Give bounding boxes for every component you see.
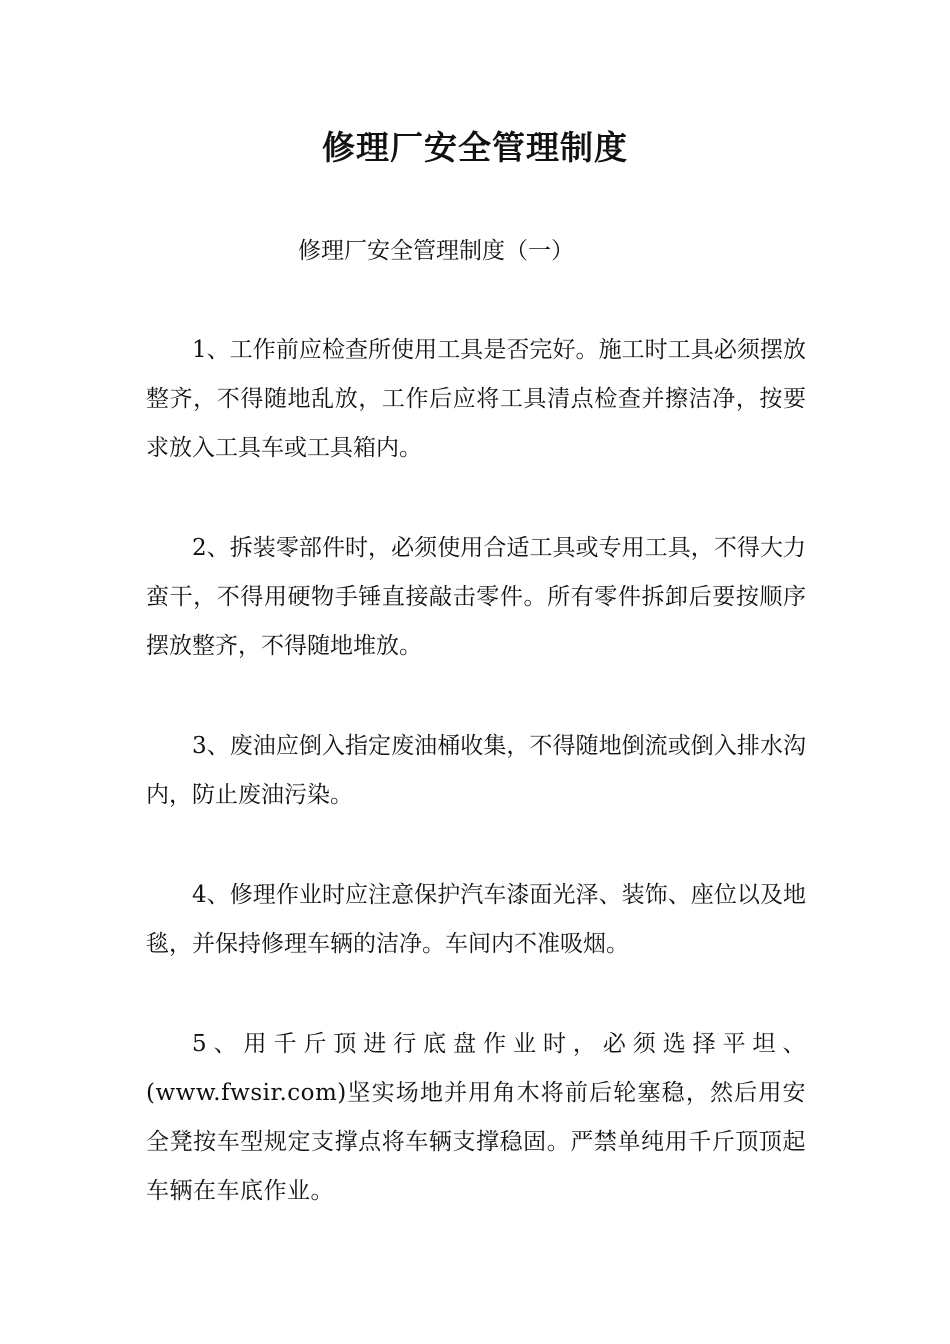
paragraph-2: 2、拆装零部件时，必须使用合适工具或专用工具，不得大力蛮干，不得用硬物手锤直接敲击零件。所有零件拆卸后要按顺序摆放整齐，不得随地堆放。	[146, 535, 806, 659]
paragraph-3: 3、废油应倒入指定废油桶收集，不得随地倒流或倒入排水沟内，防止废油污染。	[146, 733, 806, 808]
document-title: 修理厂安全管理制度	[322, 128, 628, 167]
paragraph-5: 5、用千斤顶进行底盘作业时，必须选择平坦、(www.fwsir.com)坚实场地并用角木将前后轮塞稳，然后用安全凳按车型规定支撑点将车辆支撑稳固。严禁单纯用千斤顶顶起车辆在车底作业。	[146, 1031, 806, 1204]
paragraph-1: 1、工作前应检查所使用工具是否完好。施工时工具必须摆放整齐，不得随地乱放，工作后应将工具清点检查并擦洁净，按要求放入工具车或工具箱内。	[146, 337, 806, 461]
paragraph-4: 4、修理作业时应注意保护汽车漆面光泽、装饰、座位以及地毯，并保持修理车辆的洁净。车间内不准吸烟。	[146, 882, 806, 957]
document-subtitle: 修理厂安全管理制度（一）	[298, 238, 574, 264]
